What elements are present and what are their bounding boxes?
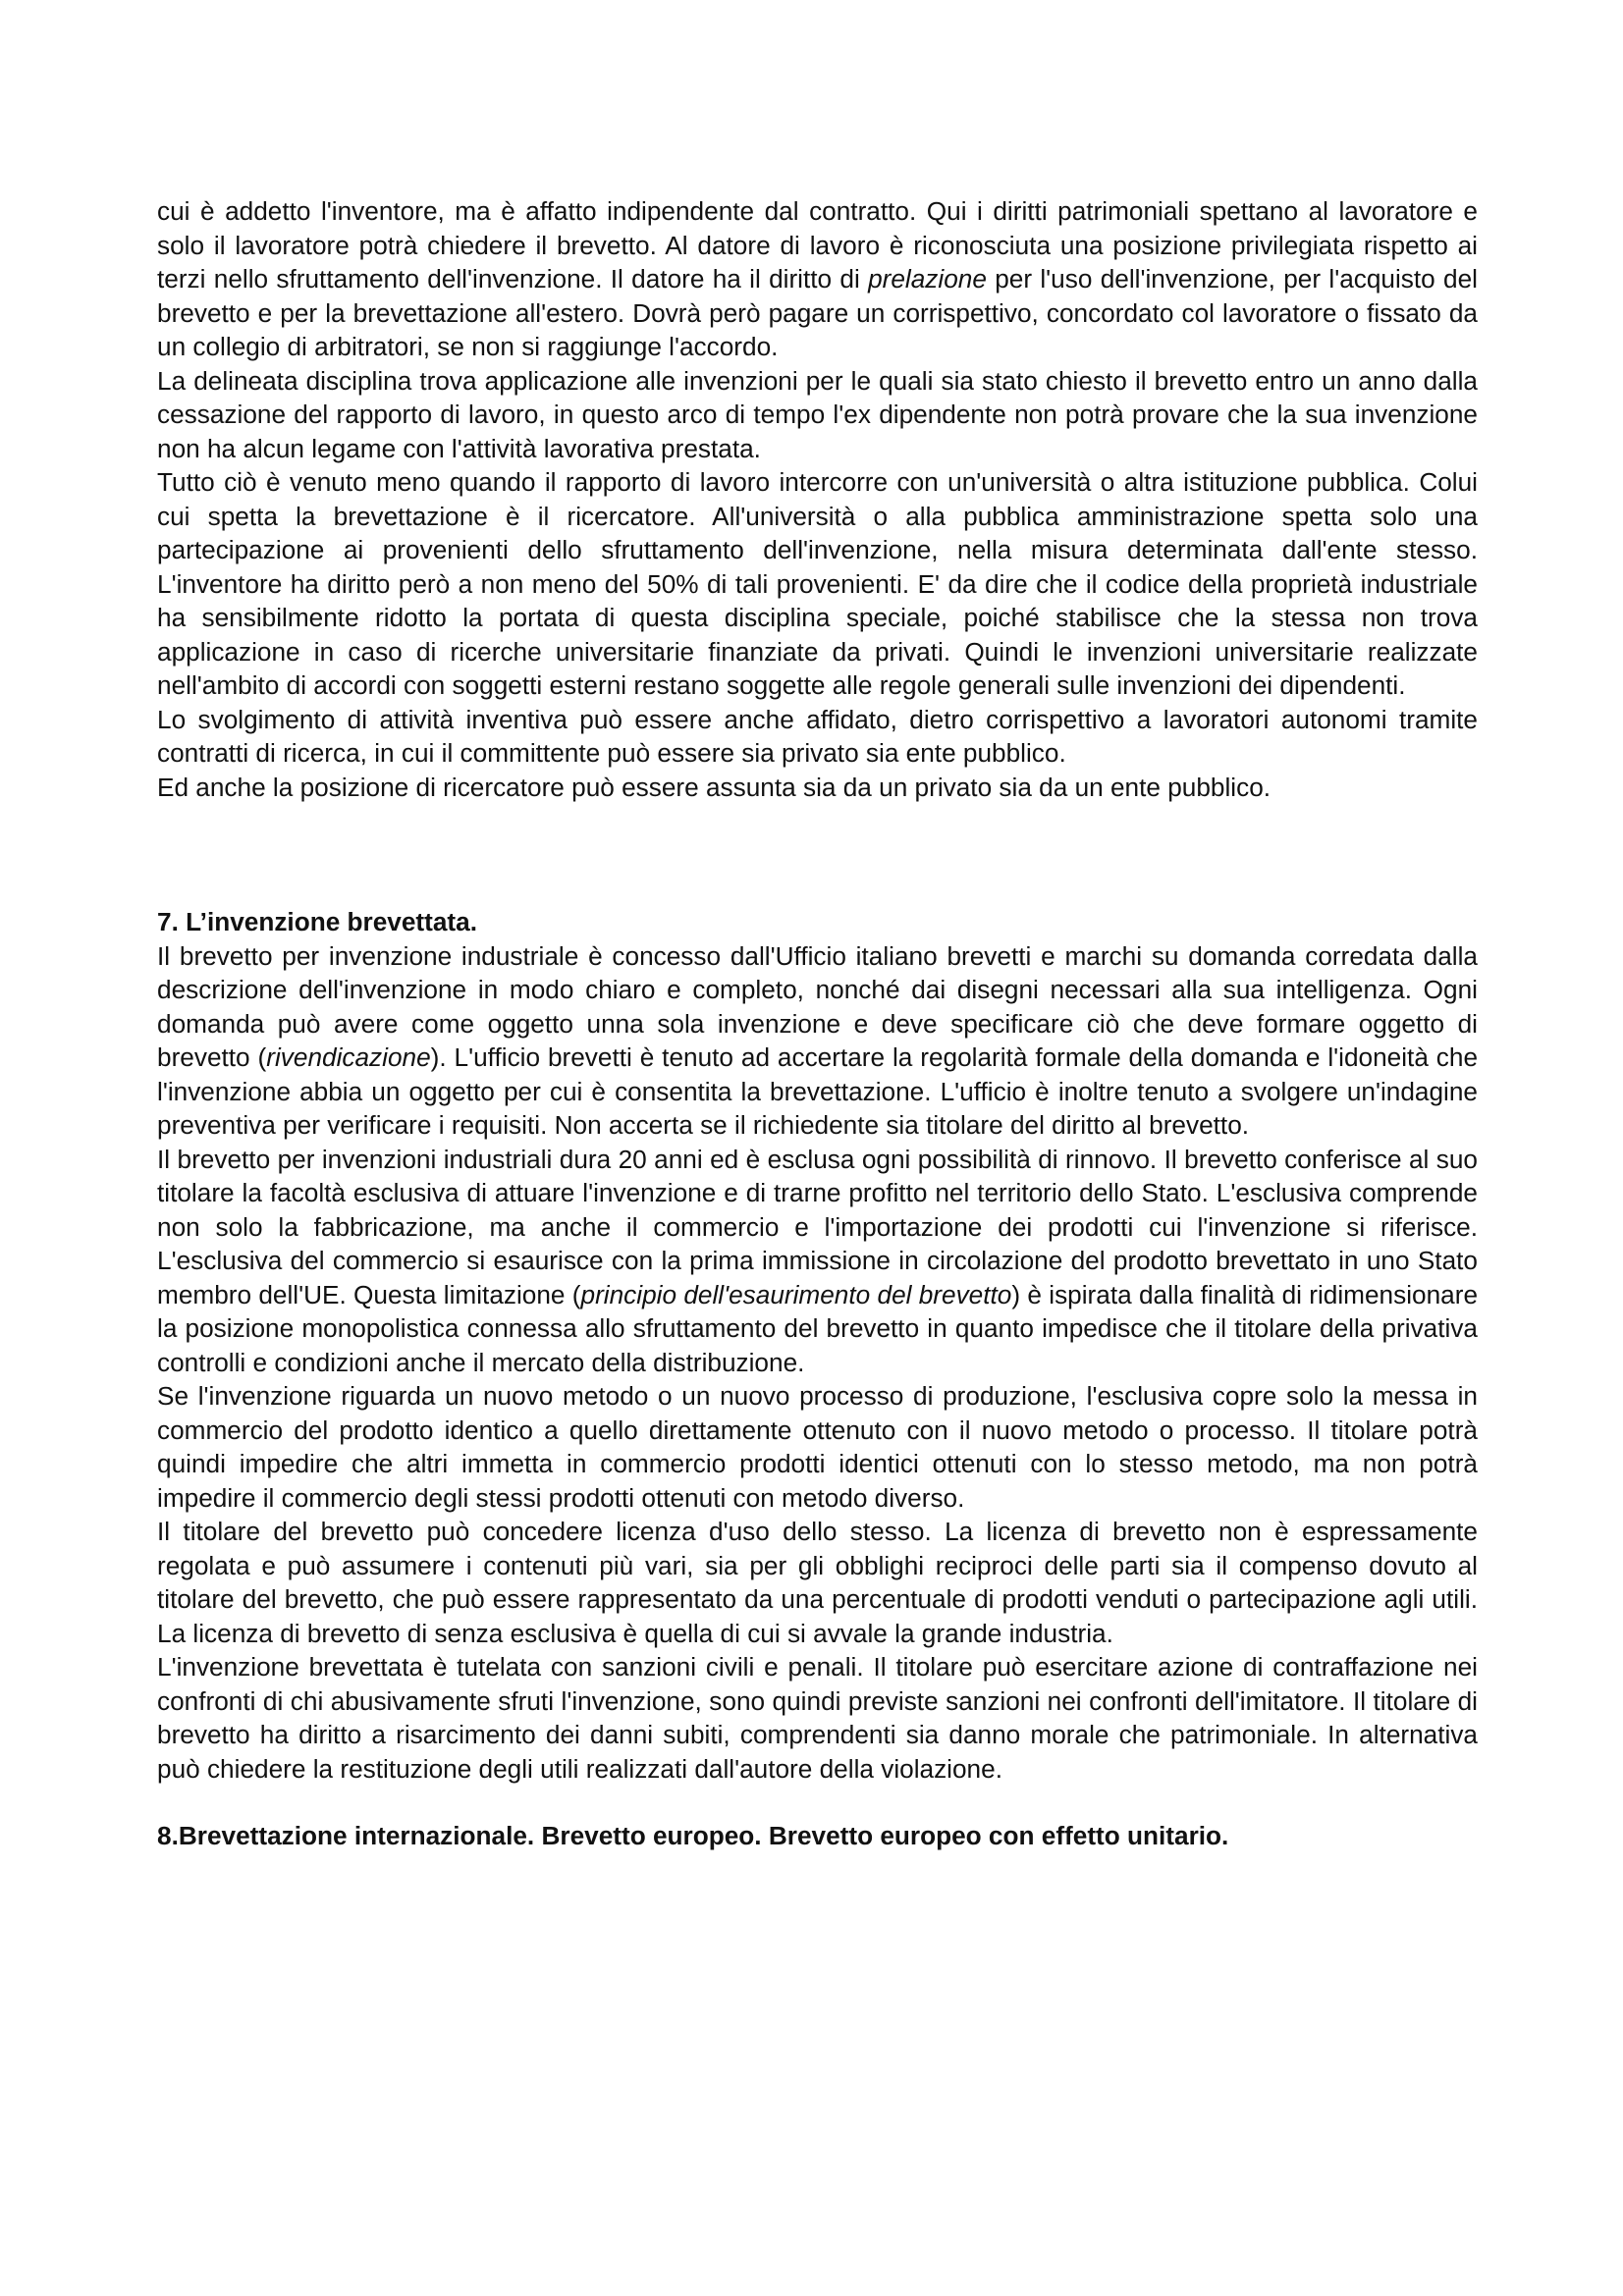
paragraph: Ed anche la posizione di ricercatore può essere assunta sia da un privato sia da un ente pubblico. [157, 772, 1271, 802]
paragraph [157, 194, 1478, 364]
emphasis-text: prelazione [868, 264, 987, 294]
paragraph [157, 1143, 1478, 1380]
paragraph-text: ) è ispirata dalla finalità di ridimensionare la posizione monopolistica connessa allo sfruttamento del brevetto in quanto impedisce che il titolare della privativa controlli e condizioni anche il mercato della distribuzione. [157, 1279, 1479, 1377]
paragraph-text: Il brevetto per invenzioni industriali dura 20 anni ed è esclusa ogni possibilità di rinnovo. Il brevetto conferisce al suo titolare la facoltà esclusiva di attuare l'invenzione e di trarne profitto nel territorio dello Stato. L'esclusiva comprende non solo la fabbricazione, ma anche il commercio e l'importazione dei prodotti cui l'invenzione si riferisce. L'esclusiva del commercio si esaurisce con la prima immissione in circolazione del prodotto brevettato in uno Stato membro dell'UE. Questa limitazione ( [157, 1144, 1478, 1309]
paragraph-text: per l'uso dell'invenzione, per l'acquisto del brevetto e per la brevettazione all'estero. Dovrà però pagare un corrispettivo, concordato col lavoratore o fissato da un collegio di arbitratori, se non si raggiunge l'accordo. [157, 264, 1478, 361]
paragraph: Lo svolgimento di attività inventiva può essere anche affidato, dietro corrispettivo a lavoratori autonomi tramite contratti di ricerca, in cui il committente può essere sia privato sia ente pubblico. [157, 704, 1478, 768]
spacer [157, 804, 1478, 905]
document-body [157, 194, 1478, 1853]
paragraph-text: Il brevetto per invenzione industriale è concesso dall'Ufficio italiano brevetti e marchi su domanda corredata dalla descrizione dell'invenzione in modo chiaro e completo, nonché dai disegni necessari alla sua intelligenza. Ogni domanda può avere come oggetto unna sola invenzione e deve specificare ciò che deve formare oggetto di brevetto ( [157, 940, 1478, 1072]
paragraph: La delineata disciplina trova applicazione alle invenzioni per le quali sia stato chiesto il brevetto entro un anno dalla cessazione del rapporto di lavoro, in questo arco di tempo l'ex dipendente non potrà provare che la sua invenzione non ha alcun legame con l'attività lavorativa prestata. [157, 365, 1478, 463]
paragraph [157, 939, 1478, 1143]
paragraph-text: cui è addetto l'inventore, ma è affatto indipendente dal contratto. Qui i diritti patrimoniali spettano al lavoratore e solo il lavoratore potrà chiedere il brevetto. Al datore di lavoro è riconosciuta una posizione privilegiata rispetto ai terzi nello sfruttamento dell'invenzione. Il datore ha il diritto di [157, 196, 1478, 294]
paragraph: Se l'invenzione riguarda un nuovo metodo o un nuovo processo di produzione, l'esclusiva copre solo la messa in commercio del prodotto identico a quello direttamente ottenuto con il nuovo metodo o processo. Il titolare potrà quindi impedire che altri immetta in commercio prodotti identici ottenuti con lo stesso metodo, ma non potrà impedire il commercio degli stessi prodotti ottenuti con metodo diverso. [157, 1381, 1478, 1513]
paragraph: Tutto ciò è venuto meno quando il rapporto di lavoro intercorre con un'università o altra istituzione pubblica. Colui cui spetta la brevettazione è il ricercatore. All'università o alla pubblica amministrazione spetta solo una partecipazione ai provenienti dello sfruttamento dell'invenzione, nella misura determinata dall'ente stesso. L'inventore ha diritto però a non meno del 50% di tali provenienti. E' da dire che il codice della proprietà industriale ha sensibilmente ridotto la portata di questa disciplina speciale, poiché stabilisce che la stessa non trova applicazione in caso di ricerche universitarie finanziate da privati. Quindi le invenzioni universitarie realizzate nell'ambito di accordi con soggetti esterni restano soggette alle regole generali sulle invenzioni dei dipendenti. [157, 467, 1478, 700]
section-heading-8: 8.Brevettazione internazionale. Brevetto europeo. Brevetto europeo con effetto unitario. [157, 1821, 1229, 1850]
paragraph-text: ). L'ufficio brevetti è tenuto ad accertare la regolarità formale della domanda e l'idoneità che l'invenzione abbia un oggetto per cui è consentita la brevettazione. L'ufficio è inoltre tenuto a svolgere un'indagine preventiva per verificare i requisiti. Non accerta se il richiedente sia titolare del diritto al brevetto. [157, 1042, 1479, 1140]
paragraph: L'invenzione brevettata è tutelata con sanzioni civili e penali. Il titolare può esercitare azione di contraffazione nei confronti di chi abusivamente sfruti l'invenzione, sono quindi previste sanzioni nei confronti dell'imitatore. Il titolare di brevetto ha diritto a risarcimento dei danni subiti, comprendenti sia danno morale che patrimoniale. In alternativa può chiedere la restituzione degli utili realizzati dall'autore della violazione. [157, 1652, 1478, 1784]
spacer [157, 1786, 1478, 1819]
emphasis-text: rivendicazione [266, 1042, 431, 1072]
section-heading-7: 7. L’invenzione brevettata. [157, 907, 477, 936]
emphasis-text: principio dell'esaurimento del brevetto [580, 1279, 1012, 1309]
paragraph: Il titolare del brevetto può concedere licenza d'uso dello stesso. La licenza di brevetto non è espressamente regolata e può assumere i contenuti più vari, sia per gli obblighi reciproci delle parti sia il compenso dovuto al titolare del brevetto, che può essere rappresentato da una percentuale di prodotti venduti o partecipazione agli utili. La licenza di brevetto di senza esclusiva è quella di cui si avvale la grande industria. [157, 1517, 1478, 1648]
